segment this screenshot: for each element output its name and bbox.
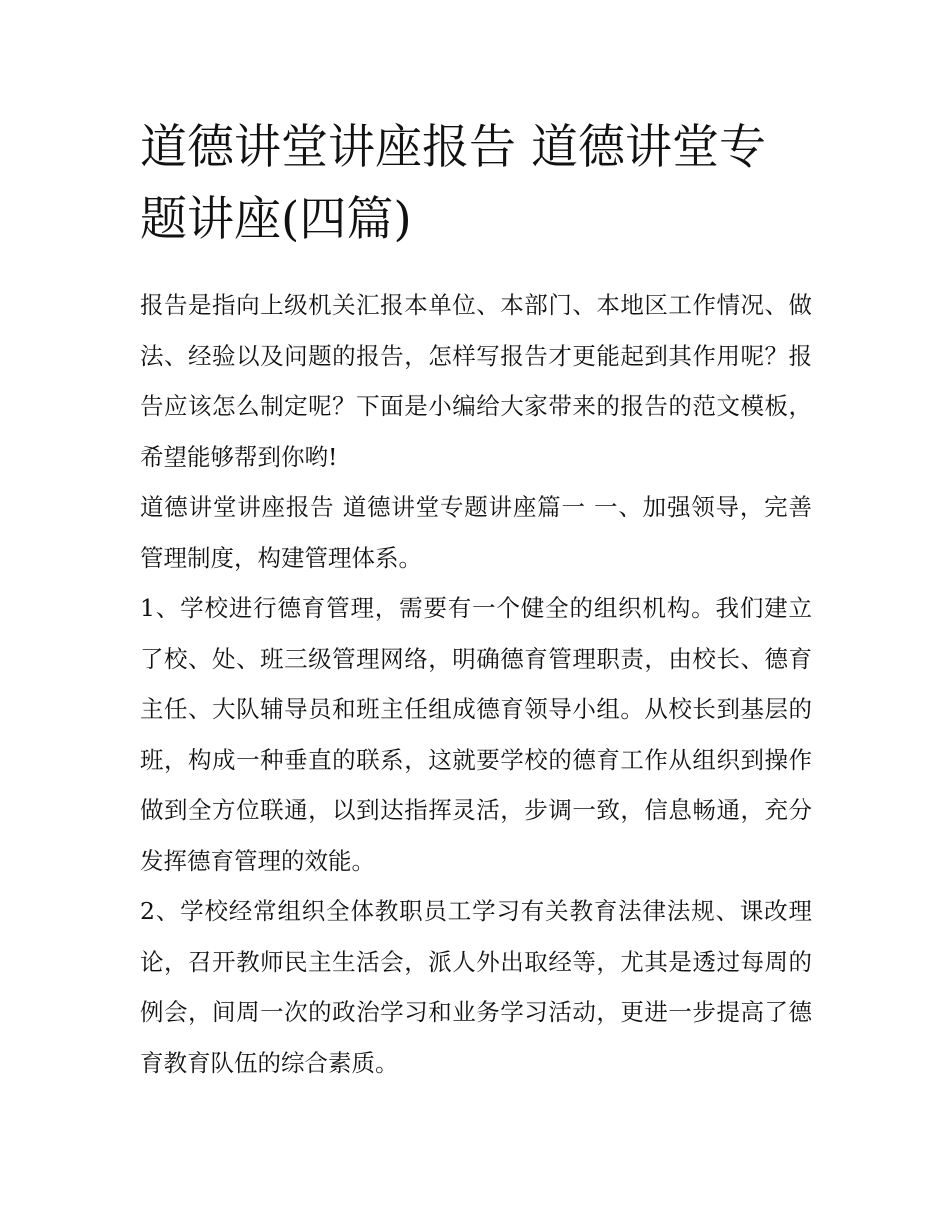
paragraph-item-1: 1、学校进行德育管理，需要有一个健全的组织机构。我们建立了校、处、班三级管理网络，明确德育管理职责，由校长、德育主任、大队辅导员和班主任组成德育领导小组。从校长到基层的班，构成一种垂直的联系，这就要学校的德育工作从组织到操作做到全方位联通，以到达指挥灵活，步调一致，信息畅通，充分发挥德育管理的效能。 [140,594,812,875]
document-page [140,112,812,1088]
paragraph-intro: 报告是指向上级机关汇报本单位、本部门、本地区工作情况、做法、经验以及问题的报告，怎样写报告才更能起到其作用呢？报告应该怎么制定呢？下面是小编给大家带来的报告的范文模板，希望能够帮到你哟! [140,291,812,471]
document-title: 道德讲堂讲座报告 道德讲堂专题讲座(四篇) [140,120,766,247]
paragraph-item-2: 2、学校经常组织全体教职员工学习有关教育法律法规、课改理论，召开教师民主生活会，派人外出取经等，尤其是透过每周的例会，间周一次的政治学习和业务学习活动，更进一步提高了德育教育队伍的综合素质。 [140,897,812,1077]
document-body [140,280,812,1088]
paragraph-section-heading: 道德讲堂讲座报告 道德讲堂专题讲座篇一 一、加强领导，完善管理制度，构建管理体系。 [140,493,812,572]
